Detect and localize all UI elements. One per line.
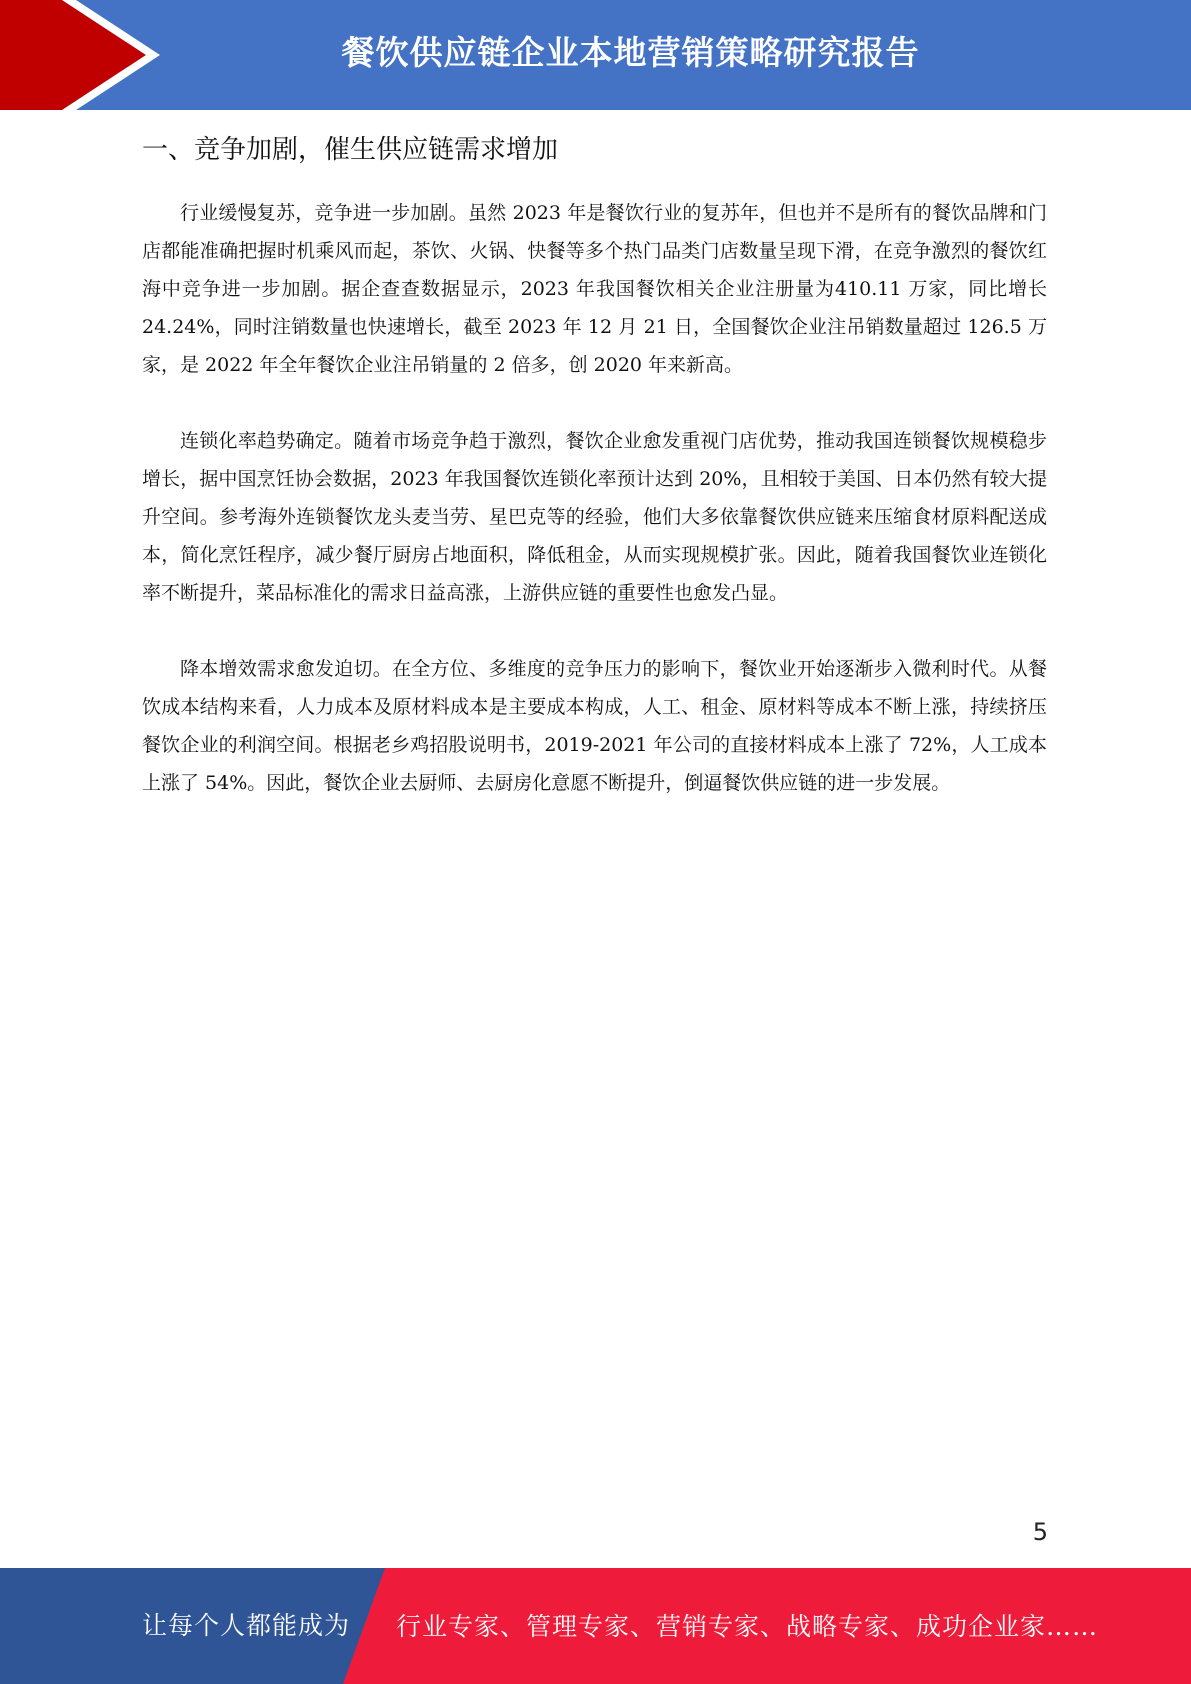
- footer-slogan-lead: 让每个人都能成为: [142, 1611, 351, 1640]
- body-text: [142, 194, 1047, 802]
- chevron-arrow-icon: [0, 0, 160, 110]
- footer-slogan-roles: 行业专家、管理专家、营销专家、战略专家、成功企业家……: [396, 1612, 1099, 1641]
- main-content: [142, 128, 1047, 840]
- paragraph-cost-reduction: 降本增效需求愈发迫切。在全方位、多维度的竞争压力的影响下，餐饮业开始逐渐步入微利时代。从餐饮成本结构来看，人力成本及原材料成本是主要成本构成，人工、租金、原材料等成本不断上涨，持续挤压餐饮企业的利润空间。根据老乡鸡招股说明书，2019-2021 年公司的直接材料成本上涨了 72%，人工成本上涨了 54%。因此，餐饮企业去厨师、去厨房化意愿不断提升，倒逼餐饮供应链的进一步发展。: [142, 658, 1047, 794]
- report-title: 餐饮供应链企业本地营销策略研究报告: [341, 33, 920, 72]
- paragraph-competition: 行业缓慢复苏，竞争进一步加剧。虽然 2023 年是餐饮行业的复苏年，但也并不是所有的餐饮品牌和门店都能准确把握时机乘风而起，茶饮、火锅、快餐等多个热门品类门店数量呈现下滑，在竞争激烈的餐饮红海中竞争进一步加剧。据企查查数据显示，2023 年我国餐饮相关企业注册量为410.11 万家，同比增长 24.24%，同时注销数量也快速增长，截至 2023 年 12 月 21 日，全国餐饮企业注吊销数量超过 126.5 万家，是 2022 年全年餐饮企业注吊销量的 2 倍多，创 2020 年来新高。: [142, 202, 1047, 376]
- page-number: 5: [1032, 1518, 1048, 1546]
- section-heading: 一、竞争加剧，催生供应链需求增加: [142, 135, 559, 165]
- footer-banner: [0, 1568, 1191, 1684]
- paragraph-chain-rate: 连锁化率趋势确定。随着市场竞争趋于激烈，餐饮企业愈发重视门店优势，推动我国连锁餐饮规模稳步增长，据中国烹饪协会数据，2023 年我国餐饮连锁化率预计达到 20%，且相较于美国、日本仍然有较大提升空间。参考海外连锁餐饮龙头麦当劳、星巴克等的经验，他们大多依靠餐饮供应链来压缩食材原料配送成本，简化烹饪程序，减少餐厅厨房占地面积，降低租金，从而实现规模扩张。因此，随着我国餐饮业连锁化率不断提升，菜品标准化的需求日益高涨，上游供应链的重要性也愈发凸显。: [142, 430, 1047, 604]
- header-banner: [0, 0, 1191, 110]
